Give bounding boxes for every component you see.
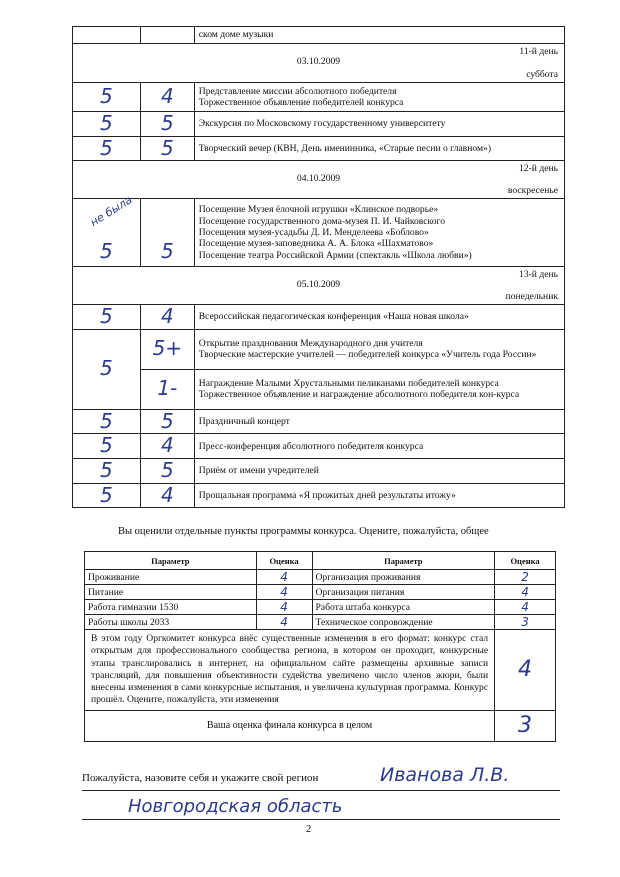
parameter-label: Питание — [85, 585, 257, 600]
day-header-row — [73, 267, 565, 305]
event-text: Награждение Малыми Хрустальными пеликанами победителей конкурса — [198, 377, 499, 389]
event-text: Всероссийская педагогическая конференция «Наша новая школа» — [194, 305, 564, 330]
day-weekday: суббота — [526, 68, 558, 80]
day-weekday: понедельник — [505, 290, 558, 302]
column-header: Оценка — [256, 552, 312, 570]
handwritten-score: 4 — [256, 615, 312, 630]
day-number: 12-й день — [519, 163, 558, 175]
handwritten-grade: 5 — [73, 458, 141, 483]
handwritten-grade: 5 — [140, 458, 194, 483]
event-text: ском доме музыки — [194, 27, 564, 44]
handwritten-score: 2 — [495, 570, 556, 585]
parameter-label: Работа штаба конкурса — [312, 600, 495, 615]
table-row — [85, 630, 556, 711]
day-number: 13-й день — [519, 269, 558, 281]
day-header-row — [73, 161, 565, 199]
table-row — [85, 710, 556, 741]
table-row — [73, 305, 565, 330]
handwritten-grade: 4 — [140, 483, 194, 508]
event-text: Прощальная программа «Я прожитых дней результаты итожу» — [194, 483, 564, 508]
table-row — [85, 600, 556, 615]
event-text: Посещения музея-усадьбы Д. И. Менделеева «Боблово» — [198, 227, 429, 239]
parameter-label: Работы школы 2033 — [85, 615, 257, 630]
event-text: Приём от имени учредителей — [194, 458, 564, 483]
parameter-label: Проживание — [85, 570, 257, 585]
table-row — [73, 112, 565, 137]
handwritten-score: 3 — [495, 615, 556, 630]
handwritten-score: 4 — [495, 600, 556, 615]
event-text: Праздничный концерт — [194, 409, 564, 434]
table-row — [85, 570, 556, 585]
column-header: Параметр — [85, 552, 257, 570]
page-number: 2 — [306, 824, 312, 835]
handwritten-score: 4 — [256, 585, 312, 600]
program-schedule-table — [72, 26, 565, 508]
table-row — [73, 27, 565, 44]
changes-description: В этом году Оргкомитет конкурса внёс существенные изменения в его формат: конкурс стал открытым для профессионального сообщества региона, в котором он проходит, конкурсные этапы транслировались в интернет, на официальном сайте размещены архивные записи трансляций, для повышения объективности судейства увеличено число членов жюри, были внесены изменения в сами конкурсные испытания, и увеличена культурная программа. Конкурс прошёл. Оцените, пожалуйста, эти изменения — [85, 630, 495, 711]
overall-rating-table — [84, 551, 556, 742]
day-weekday: воскресенье — [507, 184, 558, 196]
event-text: Торжественное объявление победителей конкурса — [198, 97, 404, 108]
event-text: Экскурсия по Московскому государственному университету — [194, 112, 564, 137]
day-date: 03.10.2009 — [296, 56, 341, 67]
handwritten-grade: 5+ — [140, 329, 194, 369]
table-row — [73, 329, 565, 369]
parameter-label: Организация проживания — [312, 570, 495, 585]
handwritten-grade: 4 — [140, 305, 194, 330]
handwritten-grade: 4 — [140, 434, 194, 459]
handwritten-grade: 5 — [73, 199, 141, 267]
event-text: Пресс-конференция абсолютного победителя конкурса — [194, 434, 564, 459]
parameter-label: Техническое сопровождение — [312, 615, 495, 630]
event-text: Творческие мастерские учителей — победителей конкурса «Учитель года России» — [198, 349, 537, 361]
event-text: Представление миссии абсолютного победителя — [198, 85, 397, 97]
final-rating-label: Ваша оценка финала конкурса в целом — [85, 710, 495, 741]
day-date: 04.10.2009 — [296, 173, 341, 185]
event-text: Посещение Музея ёлочной игрушки «Клинское подворье» — [198, 204, 439, 216]
table-row — [73, 83, 565, 112]
day-date: 05.10.2009 — [296, 279, 341, 291]
handwritten-grade: 5 — [140, 409, 194, 434]
handwritten-score: 4 — [256, 600, 312, 615]
day-header-row — [73, 44, 565, 83]
table-row — [73, 136, 565, 161]
column-header: Оценка — [495, 552, 556, 570]
handwritten-grade: 5 — [73, 136, 141, 161]
column-header: Параметр — [312, 552, 495, 570]
table-row — [85, 585, 556, 600]
handwritten-name: Иванова Л.В. — [380, 764, 510, 786]
handwritten-grade: 5 — [73, 112, 141, 137]
handwritten-note: не была — [88, 193, 135, 230]
table-row — [73, 369, 565, 409]
name-underline — [82, 790, 560, 791]
handwritten-grade: 5 — [140, 199, 194, 267]
handwritten-score: 4 — [256, 570, 312, 585]
table-row — [85, 615, 556, 630]
handwritten-grade: 5 — [140, 112, 194, 137]
handwritten-grade: 5 — [140, 136, 194, 161]
event-text: Творческий вечер (КВН, День именинника, «Старые песни о главном») — [194, 136, 564, 161]
parameter-label: Организация питания — [312, 585, 495, 600]
handwritten-score: 4 — [495, 630, 556, 711]
handwritten-score: 3 — [495, 710, 556, 741]
handwritten-grade: 5 — [73, 83, 141, 112]
name-prompt: Пожалуйста, назовите себя и укажите свой регион — [82, 772, 319, 784]
event-text: Посещение государственного дома-музея П. И. Чайковского — [198, 215, 445, 227]
table-row — [73, 434, 565, 459]
handwritten-grade: 5 — [73, 329, 141, 409]
handwritten-grade: 1- — [140, 369, 194, 409]
parameter-label: Работа гимназии 1530 — [85, 600, 257, 615]
handwritten-score: 4 — [495, 585, 556, 600]
table-header-row — [85, 552, 556, 570]
event-text: Посещение театра Российской Армии (спектакль «Школа любви») — [198, 249, 472, 261]
table-row — [73, 199, 565, 267]
handwritten-region: Новгородская область — [128, 796, 343, 817]
table-row — [73, 409, 565, 434]
table-row — [73, 483, 565, 508]
region-underline — [82, 819, 560, 820]
rating-intro-text: Вы оценили отдельные пункты программы конкурса. Оцените, пожалуйста, общее — [118, 526, 489, 537]
day-number: 11-й день — [519, 46, 558, 57]
event-text: Посещение музея-заповедника А. А. Блока «Шахматово» — [198, 238, 434, 250]
table-row — [73, 458, 565, 483]
event-text: Открытие празднования Международного дня учителя — [198, 337, 423, 349]
handwritten-grade: 5 — [73, 483, 141, 508]
handwritten-grade: 5 — [73, 434, 141, 459]
handwritten-grade: 5 — [73, 305, 141, 330]
handwritten-grade: 5 — [73, 409, 141, 434]
handwritten-grade: 4 — [140, 83, 194, 112]
event-text: Торжественное объявление и награждение абсолютного победителя кон-курса — [198, 389, 520, 401]
